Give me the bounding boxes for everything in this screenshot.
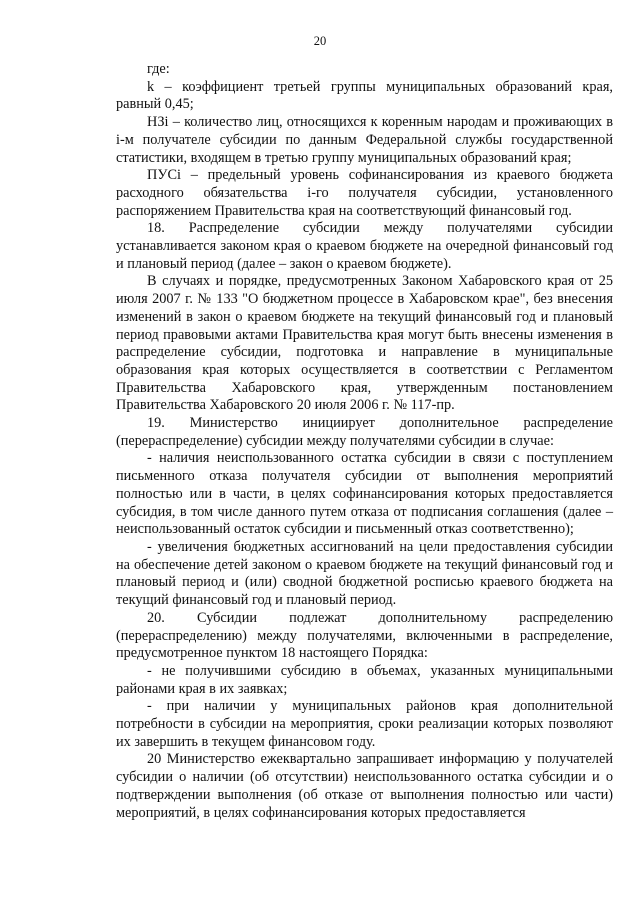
document-body: [116, 61, 613, 822]
paragraph-20-not-received: - не получившими субсидию в объемах, указанных муниципальными районами края в их заявках;: [116, 662, 613, 697]
paragraph-19-ministry: 19. Министерство инициирует дополнительное распределение (перераспределение) субсидии между получателями субсидии в случае:: [116, 415, 613, 449]
page-number: 20: [313, 34, 327, 48]
paragraph-19-budget-increase: - увеличения бюджетных ассигнований на цели предоставления субсидии на обеспечение детей законом о краевом бюджете на текущий финансовый год и плановый период и (или) сводной бюджетной росписью краевого бюджета на текущий финансовый год и плановый период.: [116, 538, 613, 609]
paragraph-nz-indigenous: НЗi – количество лиц, относящихся к коренным народам и проживающих в i-м получателе субсидии по данным Федеральной службы государственной статистики, входящем в третью группу муниципальных образований края;: [116, 114, 613, 166]
paragraph-coefficient-k: k – коэффициент третьей группы муниципальных образований края, равный 0,45;: [116, 78, 613, 113]
paragraph-20-additional-need: - при наличии у муниципальных районов края дополнительной потребности в субсидии на мероприятия, сроки реализации которых позволяют их завершить в текущем финансовом году.: [116, 698, 613, 750]
paragraph-18-distribution: 18. Распределение субсидии между получателями субсидии устанавливается законом края о краевом бюджете на очередной финансовый год и плановый период (далее – закон о краевом бюджете).: [116, 220, 613, 272]
paragraph-19-unused-balance: - наличия неиспользованного остатка субсидии в связи с поступлением письменного отказа получателя субсидии от выполнения мероприятий полностью или в части, в целях софинансирования которых предоставляется субсидия, в том числе данного путем отказа от подписания соглашения (далее – неиспользованный остаток субсидии и письменный отказ соответственно);: [116, 450, 613, 538]
paragraph-18-cases: В случаях и порядке, предусмотренных Законом Хабаровского края от 25 июля 2007 г. № 133 "О бюджетном процессе в Хабаровском крае", без внесения изменений в закон о краевом бюджете на текущий финансовый год и плановый период правовыми актами Правительства края могут быть внесены изменения в распределение субсидии, подготовка и направление в муниципальные образования края которых осуществляется в соответствии с Регламентом Правительства Хабаровского края, утвержденным постановлением Правительства Хабаровского 20 июля 2006 г. № 117-пр.: [116, 273, 613, 414]
paragraph-where: где:: [147, 61, 170, 77]
paragraph-20-subsidies: 20. Субсидии подлежат дополнительному распределению (перераспределению) между получателями, включенными в распределение, предусмотренное пунктом 18 настоящего Порядка:: [116, 609, 613, 662]
paragraph-pus-cofinancing: ПУСi – предельный уровень софинансирования из краевого бюджета расходного обязательства i-го получателя субсидии, установленного распоряжением Правительства края на соответствующий финансовый год.: [116, 167, 613, 219]
paragraph-20-quarterly-request: 20 Министерство ежеквартально запрашивает информацию у получателей субсидии о наличии (об отсутствии) неиспользованного остатка субсидии и о подтверждении выполнения (об отказе от выполнения полностью или части) мероприятий, в целях софинансирования которых предоставляется: [116, 751, 613, 821]
